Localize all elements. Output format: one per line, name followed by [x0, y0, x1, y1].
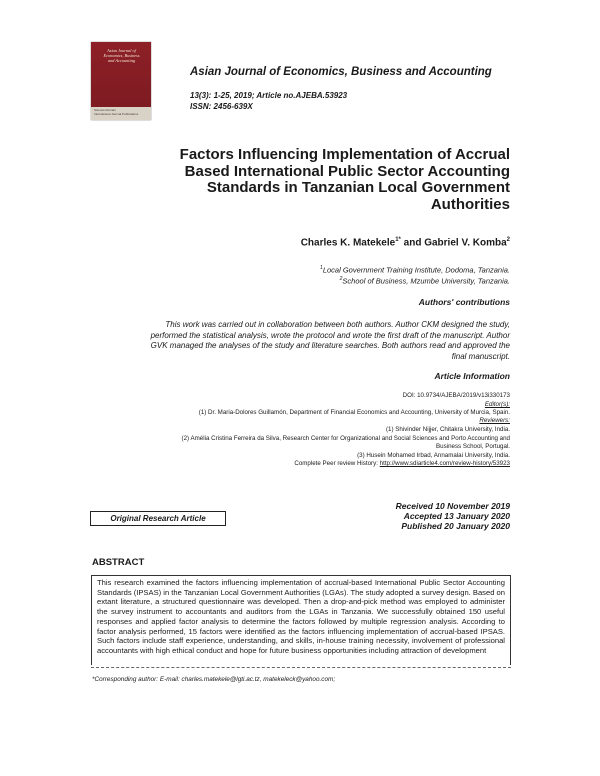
journal-issn: ISSN: 2456-639X	[190, 102, 253, 111]
reviewer-entry: Business School, Portugal.	[436, 443, 510, 450]
author-list	[301, 237, 510, 248]
cover-footer: Science Domain International Journal Publications	[91, 107, 151, 120]
journal-cover-image	[91, 42, 151, 120]
author-connector: and	[403, 237, 422, 249]
reviewer-entry: (1) Shivinder Nijjer, Chitakra University, India.	[385, 426, 510, 433]
abstract-text: This research examined the factors influencing implementation of accrual-based International Public Sector Accounting Standards (IPSAS) in the Tanzanian Local Government Authorities (LGAs). The study adopted a survey design. Based on extant literature, a structured questionnaire was developed. Then a drop-and-pick method was employed to administer the survey instrument to accountants and auditors from the LGAs in Tanzania. We successfully obtained 150 useful responses and applied factor analysis to determine the factors followed by multiple regression analysis. According to factor analysis performed, 15 factors were identified as the factors influencing implementation of accrual-based IPSAS. Such factors include staff experience, understanding, and skills, in-house training necessity, involvement of professional accountants with high ethical conduct and hope for future business opportunities including attraction of development	[91, 575, 511, 665]
footnote-separator	[91, 667, 511, 668]
author-superscript: 2	[506, 237, 510, 243]
cover-title: Asian Journal of Economics, Business and Accounting	[103, 48, 140, 63]
received-date: Received 10 November 2019	[395, 501, 510, 511]
editors-label: Editor(s):	[484, 401, 510, 408]
journal-citation: 13(3): 1-25, 2019; Article no.AJEBA.53923	[190, 91, 348, 100]
doi: DOI: 10.9734/AJEBA/2019/v13i330173	[402, 392, 510, 399]
article-info-heading: Article Information	[434, 371, 510, 381]
reviewer-entry: (2) Amélia Cristina Ferreira da Silva, Research Center for Organizational and Social Sciences and Porto Accounting and	[181, 435, 510, 442]
author-superscript: 1*	[395, 237, 401, 243]
corresponding-author-footnote: *Corresponding author: E-mail: charles.matekele@lgti.ac.tz, matekeleck@yahoo.com;	[92, 676, 336, 683]
reviewers-label: Reviewers:	[479, 417, 510, 424]
contributions-heading: Authors' contributions	[418, 297, 510, 307]
contributions-text: This work was carried out in collaboration between both authors. Author CKM designed the study, performed the statistical analysis, wrote the protocol and wrote the first draft of the manuscript. Author GVK managed the analyses of the study and literature searches. Both authors read and approved the final manuscript.	[150, 320, 510, 361]
reviewer-entry: (3) Husein Mohamed Irbad, Annamalai University, India.	[357, 452, 510, 459]
article-type-box: Original Research Article	[90, 511, 226, 526]
editor-entry: (1) Dr. Maria-Dolores Guillamón, Department of Financial Economics and Accounting, University of Murcia, Spain.	[198, 409, 510, 416]
journal-name: Asian Journal of Economics, Business and Accounting	[190, 66, 492, 78]
abstract-heading: ABSTRACT	[92, 557, 145, 568]
review-history: Complete Peer review History: http://www.sdiarticle4.com/review-history/53923	[294, 460, 510, 467]
paper-title: Factors Influencing Implementation of Accrual Based International Public Sector Accounting Standards in Tanzanian Local Government Authorities	[179, 146, 510, 213]
affiliation: $^2$School of Business, Mzumbe University, Tanzania.	[339, 276, 510, 286]
affiliation: $^1$Local Government Training Institute, Dodoma, Tanzania.	[320, 265, 510, 275]
author-name: Gabriel V. Komba	[424, 237, 507, 249]
author-name: Charles K. Matekele	[300, 237, 396, 249]
accepted-date: Accepted 13 January 2020	[403, 511, 510, 521]
review-history-link[interactable]: http://www.sdiarticle4.com/review-history/53923	[379, 460, 510, 467]
published-date: Published 20 January 2020	[401, 521, 510, 531]
